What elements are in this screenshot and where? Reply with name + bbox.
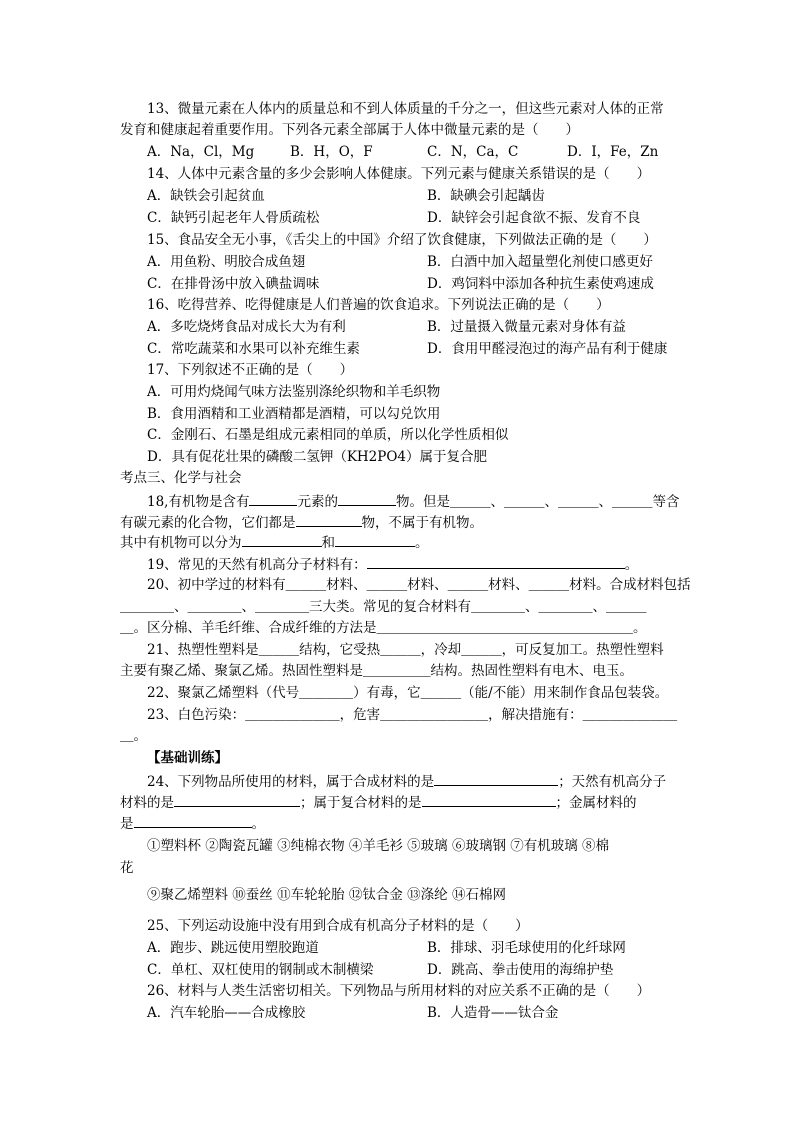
q26-option-a: A．汽车轮胎——合成橡胶 bbox=[147, 1005, 306, 1021]
section-heading: 考点三、化学与社会 bbox=[120, 470, 242, 486]
q18-text-8: 。 bbox=[415, 535, 429, 551]
q24-text-3: 材料的是 bbox=[120, 795, 174, 811]
q23-line1: 23、白色污染：＿＿＿＿＿＿＿，危害＿＿＿＿＿＿＿＿，解决措施有：＿＿＿＿＿＿＿ bbox=[147, 707, 678, 723]
q20-line2: ＿＿＿＿、＿＿＿＿、＿＿＿＿三大类。常见的复合材料有＿＿＿＿、＿＿＿＿、＿＿＿ bbox=[120, 599, 647, 615]
q13-option-a: A．Na，Cl，Mg bbox=[147, 144, 255, 160]
q15-option-c: C．在排骨汤中放入碘盐调味 bbox=[147, 276, 320, 292]
q13-option-d: D．I，Fe，Zn bbox=[567, 144, 659, 160]
q24-items-line1b: 花 bbox=[120, 860, 134, 876]
q24-blank-4 bbox=[134, 813, 252, 828]
q19-text: 19、常见的天然有机高分子材料有： bbox=[147, 557, 367, 573]
q14-stem: 14、人体中元素含量的多少会影响人体健康。下列元素与健康关系错误的是（ ） bbox=[147, 166, 651, 182]
q24-text-7: 。 bbox=[251, 816, 265, 832]
q18-blank-4 bbox=[242, 532, 322, 547]
q24-blank-2 bbox=[174, 792, 300, 807]
q24-text-5: ；金属材料的 bbox=[555, 795, 637, 811]
q18-text-5: 物，不属于有机物。 bbox=[361, 515, 483, 531]
q20-line1: 20、初中学过的材料有＿＿＿材料、＿＿＿材料、＿＿＿材料、＿＿＿材料。合成材料包括 bbox=[147, 577, 691, 593]
q24-items-line1: ①塑料杯 ②陶瓷瓦罐 ③纯棉衣物 ④羊毛衫 ⑤玻璃 ⑥玻璃钢 ⑦有机玻璃 ⑧棉 bbox=[147, 838, 610, 854]
q18-line3 bbox=[120, 532, 429, 552]
q25-option-a: A．跑步、跳远使用塑胶跑道 bbox=[147, 940, 319, 956]
q18-line2 bbox=[120, 512, 483, 532]
q24-text-1: 24、下列物品所使用的材料，属于合成材料的是 bbox=[147, 774, 435, 790]
q15-stem: 15、食品安全无小事，《舌尖上的中国》介绍了饮食健康，下列做法正确的是（ ） bbox=[147, 232, 657, 248]
q24-line1 bbox=[147, 771, 666, 791]
q17-option-a: A．可用灼烧闻气味方法鉴别涤纶织物和羊毛织物 bbox=[147, 384, 441, 400]
q15-option-a: A．用鱼粉、明胶合成鱼翅 bbox=[147, 254, 306, 270]
q18-blank-3 bbox=[296, 512, 362, 527]
q23-line2: ＿。 bbox=[120, 728, 147, 744]
q18-text-2: 元素的 bbox=[297, 494, 338, 510]
q19-blank bbox=[367, 554, 625, 569]
q18-blank-5 bbox=[335, 532, 415, 547]
q13-stem-line2: 发育和健康起着重要作用。下列各元素全部属于人体中微量元素的是（ ） bbox=[120, 122, 579, 138]
q16-option-d: D．食用甲醛浸泡过的海产品有利于健康 bbox=[427, 341, 668, 357]
q17-stem: 17、下列叙述不正确的是（ ） bbox=[147, 362, 354, 378]
q24-blank-1 bbox=[434, 771, 558, 786]
q17-option-d: D．具有促花壮果的磷酸二氢钾（KH2PO4）属于复合肥 bbox=[147, 449, 488, 465]
q14-option-c: C．缺钙引起老年人骨质疏松 bbox=[147, 210, 320, 226]
q21-line2: 主要有聚乙烯、聚氯乙烯。热固性塑料是＿＿＿＿＿结构。热固性塑料有电木、电玉。 bbox=[120, 663, 633, 679]
q18-text-1: 18,有机物是含有 bbox=[147, 494, 250, 510]
q18-line1 bbox=[147, 491, 679, 511]
q18-text-4: 有碳元素的化合物，它们都是 bbox=[120, 515, 296, 531]
q24-line3 bbox=[120, 813, 265, 833]
q25-option-d: D．跳高、拳击使用的海绵护垫 bbox=[427, 962, 614, 978]
q25-option-b: B．排球、羽毛球使用的化纤球网 bbox=[427, 940, 626, 956]
q21-line1: 21、热塑性塑料是＿＿＿结构，它受热＿＿＿，冷却＿＿＿，可反复加工。热塑性塑料 bbox=[147, 642, 664, 658]
q14-option-a: A．缺铁会引起贫血 bbox=[147, 188, 265, 204]
q15-option-b: B．白酒中加入超量塑化剂使口感更好 bbox=[427, 254, 653, 270]
q19-end: 。 bbox=[624, 557, 639, 573]
q18-blank-1 bbox=[249, 491, 297, 506]
q18-text-3: 物。但是＿＿＿、＿＿＿、＿＿＿、＿＿＿等含 bbox=[395, 494, 680, 510]
q17-option-b: B．食用酒精和工业酒精都是酒精，可以勾兑饮用 bbox=[147, 406, 441, 422]
q22-line: 22、聚氯乙烯塑料（代号＿＿＿＿）有毒，它＿＿＿（能/不能）用来制作食品包装袋。 bbox=[147, 685, 669, 701]
q24-text-6: 是 bbox=[120, 816, 134, 832]
q26-option-b: B．人造骨——钛合金 bbox=[427, 1005, 559, 1021]
q18-text-7: 和 bbox=[321, 535, 335, 551]
q16-option-a: A．多吃烧烤食品对成长大为有利 bbox=[147, 319, 346, 335]
q24-blank-3 bbox=[422, 792, 556, 807]
q20-line3: ＿。区分棉、羊毛纤维、合成纤维的方法是＿＿＿＿＿＿＿＿＿＿＿＿＿＿＿＿＿＿＿。 bbox=[120, 620, 647, 636]
q15-option-d: D．鸡饲料中添加各种抗生素使鸡速成 bbox=[427, 276, 654, 292]
q16-stem: 16、吃得营养、吃得健康是人们普遍的饮食追求。下列说法正确的是（ ） bbox=[147, 297, 610, 313]
q18-text-6: 其中有机物可以分为 bbox=[120, 535, 242, 551]
q16-option-b: B．过量摄入微量元素对身体有益 bbox=[427, 319, 626, 335]
training-heading: 【基础训练】 bbox=[147, 750, 228, 766]
q17-option-c: C．金刚石、石墨是组成元素相同的单质，所以化学性质相似 bbox=[147, 427, 509, 443]
q25-stem: 25、下列运动设施中没有用到合成有机高分子材料的是（ ） bbox=[147, 918, 529, 934]
q24-line2 bbox=[120, 792, 637, 812]
q13-option-c: C．N，Ca，C bbox=[427, 144, 519, 160]
q16-option-c: C．常吃蔬菜和水果可以补充维生素 bbox=[147, 341, 360, 357]
q14-option-d: D．缺锌会引起食欲不振、发育不良 bbox=[427, 210, 641, 226]
q13-stem-line1: 13、微量元素在人体内的质量总和不到人体质量的千分之一，但这些元素对人体的正常 bbox=[147, 101, 664, 117]
q24-text-4: ；属于复合材料的是 bbox=[300, 795, 422, 811]
q14-option-b: B．缺碘会引起龋齿 bbox=[427, 188, 545, 204]
q19-line bbox=[147, 554, 638, 574]
q24-text-2: ；天然有机高分子 bbox=[558, 774, 667, 790]
q18-blank-2 bbox=[338, 491, 396, 506]
q25-option-c: C．单杠、双杠使用的钢制或木制横梁 bbox=[147, 962, 374, 978]
q26-stem: 26、材料与人类生活密切相关。下列物品与所用材料的对应关系不正确的是（ ） bbox=[147, 983, 651, 999]
q24-items-line2: ⑨聚乙烯塑料 ⑩蚕丝 ⑪车轮轮胎 ⑫钛合金 ⑬涤纶 ⑭石棉网 bbox=[147, 887, 506, 903]
q13-option-b: B．H，O，F bbox=[290, 144, 373, 160]
